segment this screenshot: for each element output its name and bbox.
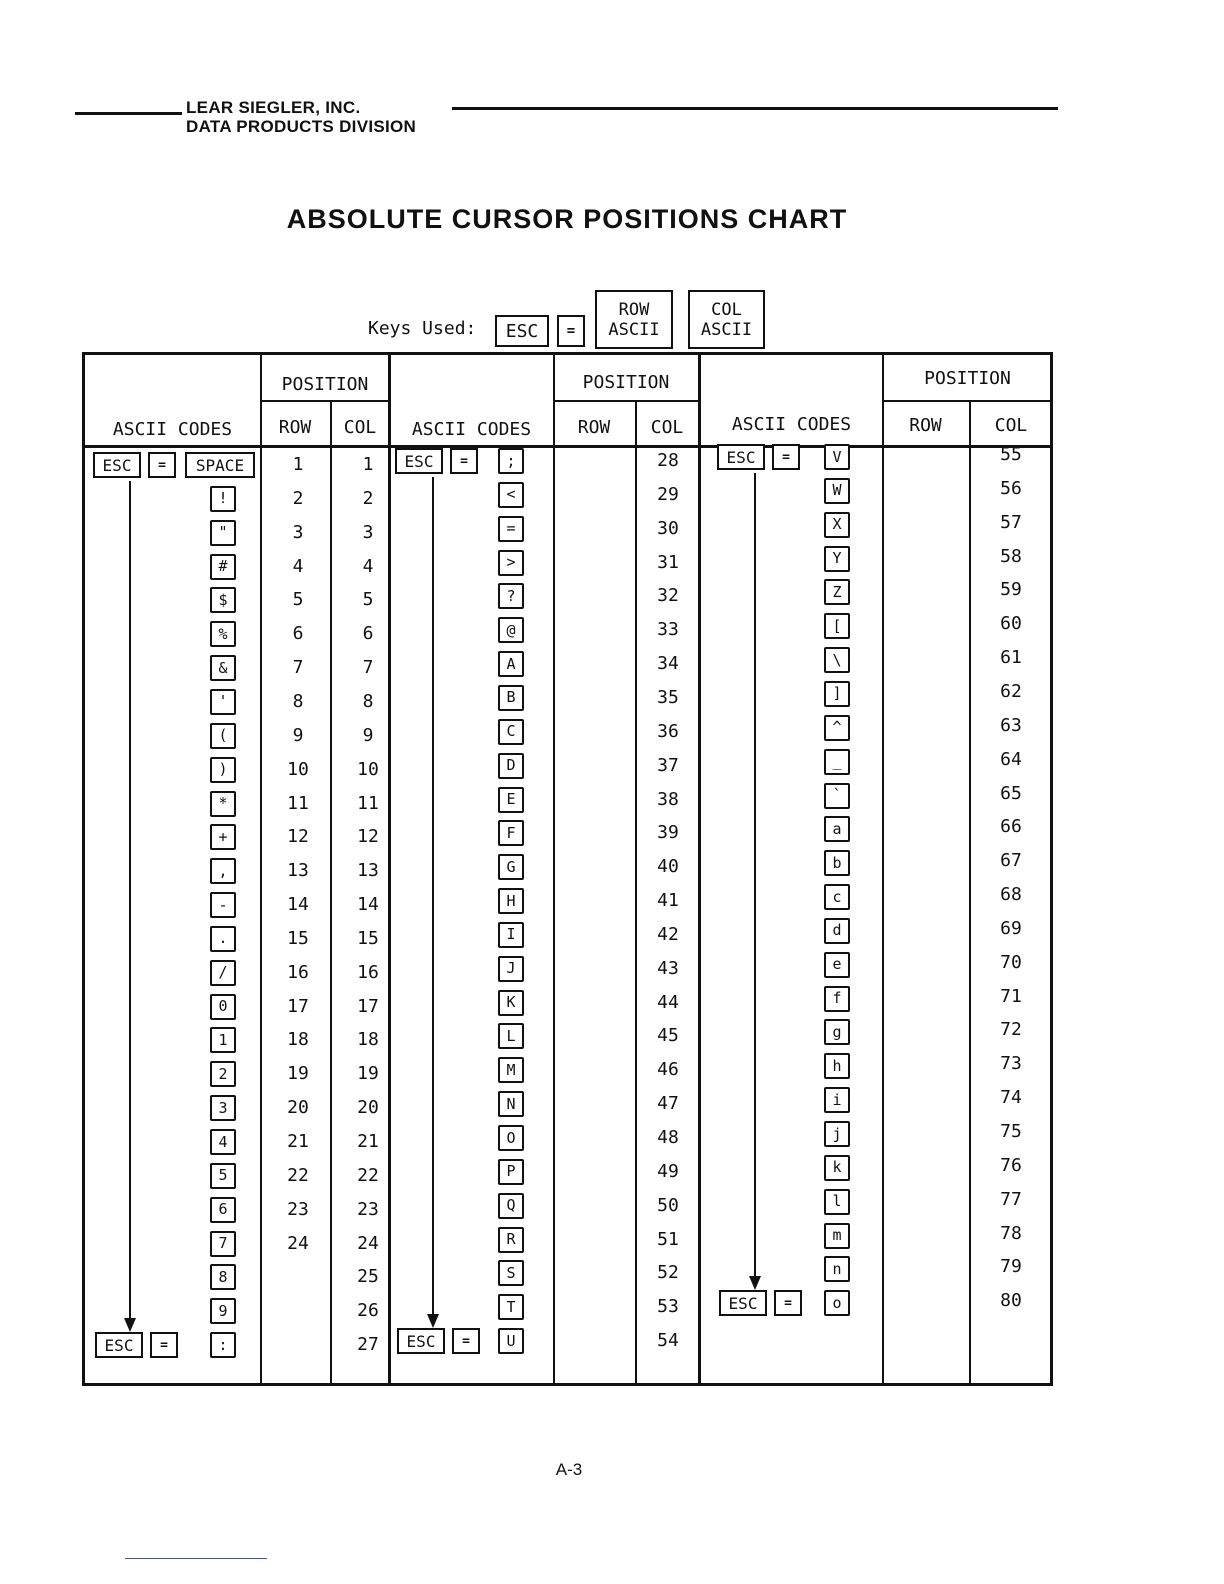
col-value: 20 xyxy=(357,1097,379,1119)
row-value: 10 xyxy=(287,758,309,780)
row-value: 19 xyxy=(287,1063,309,1085)
row-value: 13 xyxy=(287,860,309,882)
col-value: 9 xyxy=(362,724,374,746)
char-key: 9 xyxy=(210,1298,236,1324)
col-ascii-line1: COL xyxy=(711,299,742,320)
esc-key: ESC xyxy=(395,448,443,474)
char-key: L xyxy=(498,1023,524,1049)
esc-key-label: ESC xyxy=(505,320,539,342)
char-key: o xyxy=(824,1290,850,1316)
char-key: J xyxy=(498,956,524,982)
char-key: c xyxy=(824,884,850,910)
position-header: POSITION xyxy=(281,374,369,395)
char-key: C xyxy=(498,719,524,745)
col-value: 60 xyxy=(1000,613,1022,635)
row-value: 15 xyxy=(287,927,309,949)
page-title: ABSOLUTE CURSOR POSITIONS CHART xyxy=(286,204,848,234)
arrow-shaft xyxy=(129,481,131,1320)
col-value: 19 xyxy=(357,1063,379,1085)
char-key: ^ xyxy=(824,715,850,741)
col-value: 57 xyxy=(1000,511,1022,533)
ascii-codes-header: ASCII CODES xyxy=(112,419,233,440)
row-value: 21 xyxy=(287,1131,309,1152)
col-value: 62 xyxy=(1000,680,1022,702)
char-key: T xyxy=(498,1294,524,1320)
char-key: ( xyxy=(210,723,236,749)
position-header: POSITION xyxy=(924,368,1011,389)
char-key: @ xyxy=(498,617,524,643)
col-value: 78 xyxy=(1000,1222,1022,1244)
char-key: 0 xyxy=(210,994,236,1020)
keys-used-label: Keys Used: xyxy=(368,318,477,339)
col-value: 41 xyxy=(657,890,679,912)
char-key: ` xyxy=(824,783,850,809)
col-value: 48 xyxy=(657,1127,679,1148)
header-rule-left xyxy=(75,112,182,115)
col-ascii-key xyxy=(688,290,765,349)
char-key: 1 xyxy=(210,1027,236,1053)
char-key: 6 xyxy=(210,1197,236,1223)
col-value: 61 xyxy=(1000,647,1022,669)
col-value: 49 xyxy=(657,1160,679,1182)
char-key: a xyxy=(824,816,850,842)
col-value: 69 xyxy=(1000,917,1022,939)
col-value: 27 xyxy=(357,1334,379,1356)
row-value: 12 xyxy=(287,826,309,848)
char-key: [ xyxy=(824,613,850,639)
row-header: ROW xyxy=(909,415,942,436)
row-value: 24 xyxy=(287,1232,309,1254)
row-ascii-line1: ROW xyxy=(618,299,650,320)
char-key: h xyxy=(824,1053,850,1079)
char-key: i xyxy=(824,1087,850,1113)
row-value: 23 xyxy=(287,1198,309,1220)
col-value: 64 xyxy=(1000,748,1022,770)
char-key: : xyxy=(210,1332,236,1358)
char-key: H xyxy=(498,888,524,914)
esc-key: ESC xyxy=(397,1328,445,1354)
arrow-down-icon xyxy=(124,1318,136,1332)
col-value: 52 xyxy=(657,1262,679,1284)
char-key: ] xyxy=(824,681,850,707)
col-value: 63 xyxy=(1000,714,1022,736)
char-key: ! xyxy=(210,486,236,512)
cursor-position-table xyxy=(82,352,1053,1386)
row-value: 5 xyxy=(292,589,304,611)
col-value: 5 xyxy=(362,589,374,611)
char-key: 5 xyxy=(210,1163,236,1189)
char-key: S xyxy=(498,1260,524,1286)
row-ascii-key xyxy=(595,290,673,349)
col-value: 70 xyxy=(1000,951,1022,973)
col-value: 53 xyxy=(657,1296,679,1318)
col-value: 22 xyxy=(357,1164,379,1186)
char-key: ; xyxy=(498,448,524,474)
col-value: 26 xyxy=(357,1300,379,1322)
col-value: 21 xyxy=(357,1131,379,1152)
col-value: 38 xyxy=(657,788,679,810)
col-value: 4 xyxy=(362,555,374,577)
arrow-down-icon xyxy=(427,1314,439,1328)
esc-key: ESC xyxy=(717,444,765,470)
col-value: 30 xyxy=(657,517,679,539)
col-value: 35 xyxy=(657,686,679,708)
company-name: LEAR SIEGLER, INC. xyxy=(186,98,361,117)
col-value: 1 xyxy=(362,454,374,475)
char-key: = xyxy=(498,516,524,542)
char-key: d xyxy=(824,918,850,944)
position-header: POSITION xyxy=(582,372,670,393)
col-value: 73 xyxy=(1000,1053,1022,1075)
row-value: 3 xyxy=(292,521,304,543)
equals-key: = xyxy=(450,448,478,474)
row-value: 8 xyxy=(292,690,304,712)
divider xyxy=(330,400,332,1383)
char-key: & xyxy=(210,655,236,681)
header-divider xyxy=(553,400,699,402)
row-header: ROW xyxy=(577,417,611,438)
char-key: - xyxy=(210,892,236,918)
col-value: 56 xyxy=(1000,477,1022,499)
arrow-shaft xyxy=(432,477,434,1316)
row-value: 18 xyxy=(287,1029,309,1051)
col-value: 50 xyxy=(657,1194,679,1216)
char-key: 3 xyxy=(210,1095,236,1121)
col-value: 33 xyxy=(657,619,679,641)
char-key: $ xyxy=(210,587,236,613)
col-value: 6 xyxy=(362,623,374,645)
col-value: 54 xyxy=(657,1330,679,1352)
ascii-codes-header: ASCII CODES xyxy=(411,419,532,440)
col-header: COL xyxy=(994,415,1028,436)
header-divider xyxy=(882,400,1053,402)
row-value: 16 xyxy=(287,961,309,983)
col-value: 65 xyxy=(1000,782,1022,804)
equals-key: = xyxy=(150,1332,178,1358)
row-value: 2 xyxy=(292,487,304,509)
col-value: 66 xyxy=(1000,816,1022,838)
char-key: + xyxy=(210,824,236,850)
col-value: 71 xyxy=(1000,985,1022,1007)
row-value: 11 xyxy=(287,792,309,814)
col-value: 13 xyxy=(357,860,379,882)
col-value: 12 xyxy=(357,826,379,848)
char-key: X xyxy=(824,512,850,538)
row-value: 17 xyxy=(287,995,309,1017)
footer-rule xyxy=(125,1558,267,1559)
col-value: 77 xyxy=(1000,1188,1022,1210)
char-key: ? xyxy=(498,583,524,609)
col-value: 3 xyxy=(362,521,374,543)
row-ascii-line2: ASCII xyxy=(608,319,660,340)
char-key: Y xyxy=(824,546,850,572)
esc-key: ESC xyxy=(93,452,141,478)
char-key: M xyxy=(498,1057,524,1083)
col-value: 11 xyxy=(357,792,379,814)
arrow-down-icon xyxy=(749,1276,761,1290)
char-key: ) xyxy=(210,757,236,783)
char-key: K xyxy=(498,990,524,1016)
col-value: 75 xyxy=(1000,1121,1022,1142)
equals-key: = xyxy=(774,1290,802,1316)
col-value: 18 xyxy=(357,1029,379,1051)
char-key: N xyxy=(498,1091,524,1117)
esc-key: ESC xyxy=(95,1332,143,1358)
col-value: 16 xyxy=(357,961,379,983)
col-value: 45 xyxy=(657,1025,679,1047)
char-key: ' xyxy=(210,689,236,715)
col-value: 7 xyxy=(362,657,374,679)
col-value: 55 xyxy=(1000,444,1022,465)
row-value: 14 xyxy=(287,894,309,916)
col-value: 14 xyxy=(357,894,379,916)
char-key: k xyxy=(824,1155,850,1181)
col-value: 51 xyxy=(657,1228,679,1250)
char-key: l xyxy=(824,1189,850,1215)
col-ascii-line2: ASCII xyxy=(700,319,753,340)
col-value: 44 xyxy=(657,991,679,1013)
col-value: 67 xyxy=(1000,850,1022,872)
char-key: > xyxy=(498,550,524,576)
char-key: F xyxy=(498,820,524,846)
char-key: # xyxy=(210,554,236,580)
char-key: P xyxy=(498,1159,524,1185)
divider xyxy=(635,400,637,1383)
ascii-codes-header: ASCII CODES xyxy=(731,414,852,435)
header-divider xyxy=(260,400,390,402)
char-key: 2 xyxy=(210,1061,236,1087)
char-key: R xyxy=(498,1227,524,1253)
col-value: 46 xyxy=(657,1059,679,1081)
company-header xyxy=(186,98,416,136)
char-key: e xyxy=(824,952,850,978)
col-value: 23 xyxy=(357,1198,379,1220)
col-value: 58 xyxy=(1000,545,1022,567)
divider xyxy=(882,355,884,1383)
row-value: 9 xyxy=(292,724,304,746)
col-value: 2 xyxy=(362,487,374,509)
char-key: m xyxy=(824,1223,850,1249)
char-key: . xyxy=(210,926,236,952)
equals-key: = xyxy=(148,452,176,478)
equals-key-label: = xyxy=(566,323,576,339)
char-key: g xyxy=(824,1019,850,1045)
arrow-shaft xyxy=(754,473,756,1278)
char-key: b xyxy=(824,850,850,876)
equals-key xyxy=(557,315,585,347)
divider xyxy=(553,355,555,1383)
col-value: 47 xyxy=(657,1093,679,1115)
char-key: j xyxy=(824,1121,850,1147)
space-key: SPACE xyxy=(185,452,255,478)
col-value: 80 xyxy=(1000,1290,1022,1312)
row-value: 7 xyxy=(292,657,304,679)
col-header: COL xyxy=(343,417,377,438)
col-header: COL xyxy=(650,417,684,438)
char-key: B xyxy=(498,685,524,711)
equals-key: = xyxy=(452,1328,480,1354)
char-key: Q xyxy=(498,1193,524,1219)
col-value: 72 xyxy=(1000,1019,1022,1041)
char-key: " xyxy=(210,520,236,546)
col-value: 29 xyxy=(657,483,679,505)
equals-key: = xyxy=(772,444,800,470)
char-key: A xyxy=(498,651,524,677)
division-name: DATA PRODUCTS DIVISION xyxy=(186,117,417,136)
col-value: 43 xyxy=(657,957,679,979)
char-key: 4 xyxy=(210,1129,236,1155)
col-value: 31 xyxy=(657,551,679,573)
divider xyxy=(969,400,971,1383)
char-key: _ xyxy=(824,749,850,775)
col-value: 39 xyxy=(657,822,679,844)
col-value: 28 xyxy=(657,450,679,471)
row-value: 6 xyxy=(292,623,304,645)
char-key: 7 xyxy=(210,1231,236,1257)
row-value: 4 xyxy=(292,555,304,577)
char-key: f xyxy=(824,986,850,1012)
row-value: 20 xyxy=(287,1097,309,1119)
col-value: 10 xyxy=(357,758,379,780)
col-value: 74 xyxy=(1000,1087,1022,1109)
row-value: 1 xyxy=(292,454,304,475)
col-value: 32 xyxy=(657,585,679,607)
char-key: \ xyxy=(824,647,850,673)
col-value: 8 xyxy=(362,690,374,712)
col-value: 24 xyxy=(357,1232,379,1254)
char-key: / xyxy=(210,960,236,986)
char-key: % xyxy=(210,621,236,647)
col-value: 36 xyxy=(657,720,679,742)
col-value: 15 xyxy=(357,927,379,949)
page-number: A-3 xyxy=(555,1460,583,1479)
col-value: 25 xyxy=(357,1266,379,1288)
esc-key: ESC xyxy=(719,1290,767,1316)
char-key: 8 xyxy=(210,1264,236,1290)
char-key: E xyxy=(498,787,524,813)
char-key: U xyxy=(498,1328,524,1354)
col-value: 17 xyxy=(357,995,379,1017)
col-value: 59 xyxy=(1000,579,1022,601)
col-value: 34 xyxy=(657,653,679,675)
row-value: 22 xyxy=(287,1164,309,1186)
char-key: V xyxy=(824,444,850,470)
char-key: I xyxy=(498,922,524,948)
row-header: ROW xyxy=(278,417,312,438)
header-bottom-rule xyxy=(85,445,1050,448)
col-value: 76 xyxy=(1000,1154,1022,1176)
char-key: n xyxy=(824,1256,850,1282)
char-key: O xyxy=(498,1125,524,1151)
col-value: 68 xyxy=(1000,884,1022,906)
divider xyxy=(698,355,701,1383)
char-key: < xyxy=(498,482,524,508)
col-value: 79 xyxy=(1000,1256,1022,1278)
char-key: G xyxy=(498,854,524,880)
col-value: 40 xyxy=(657,856,679,878)
char-key: , xyxy=(210,858,236,884)
header-rule-right xyxy=(452,107,1058,110)
char-key: D xyxy=(498,753,524,779)
char-key: * xyxy=(210,791,236,817)
char-key: W xyxy=(824,478,850,504)
char-key: Z xyxy=(824,579,850,605)
col-value: 42 xyxy=(657,923,679,945)
divider xyxy=(260,355,262,1383)
esc-key xyxy=(495,315,549,347)
col-value: 37 xyxy=(657,754,679,776)
